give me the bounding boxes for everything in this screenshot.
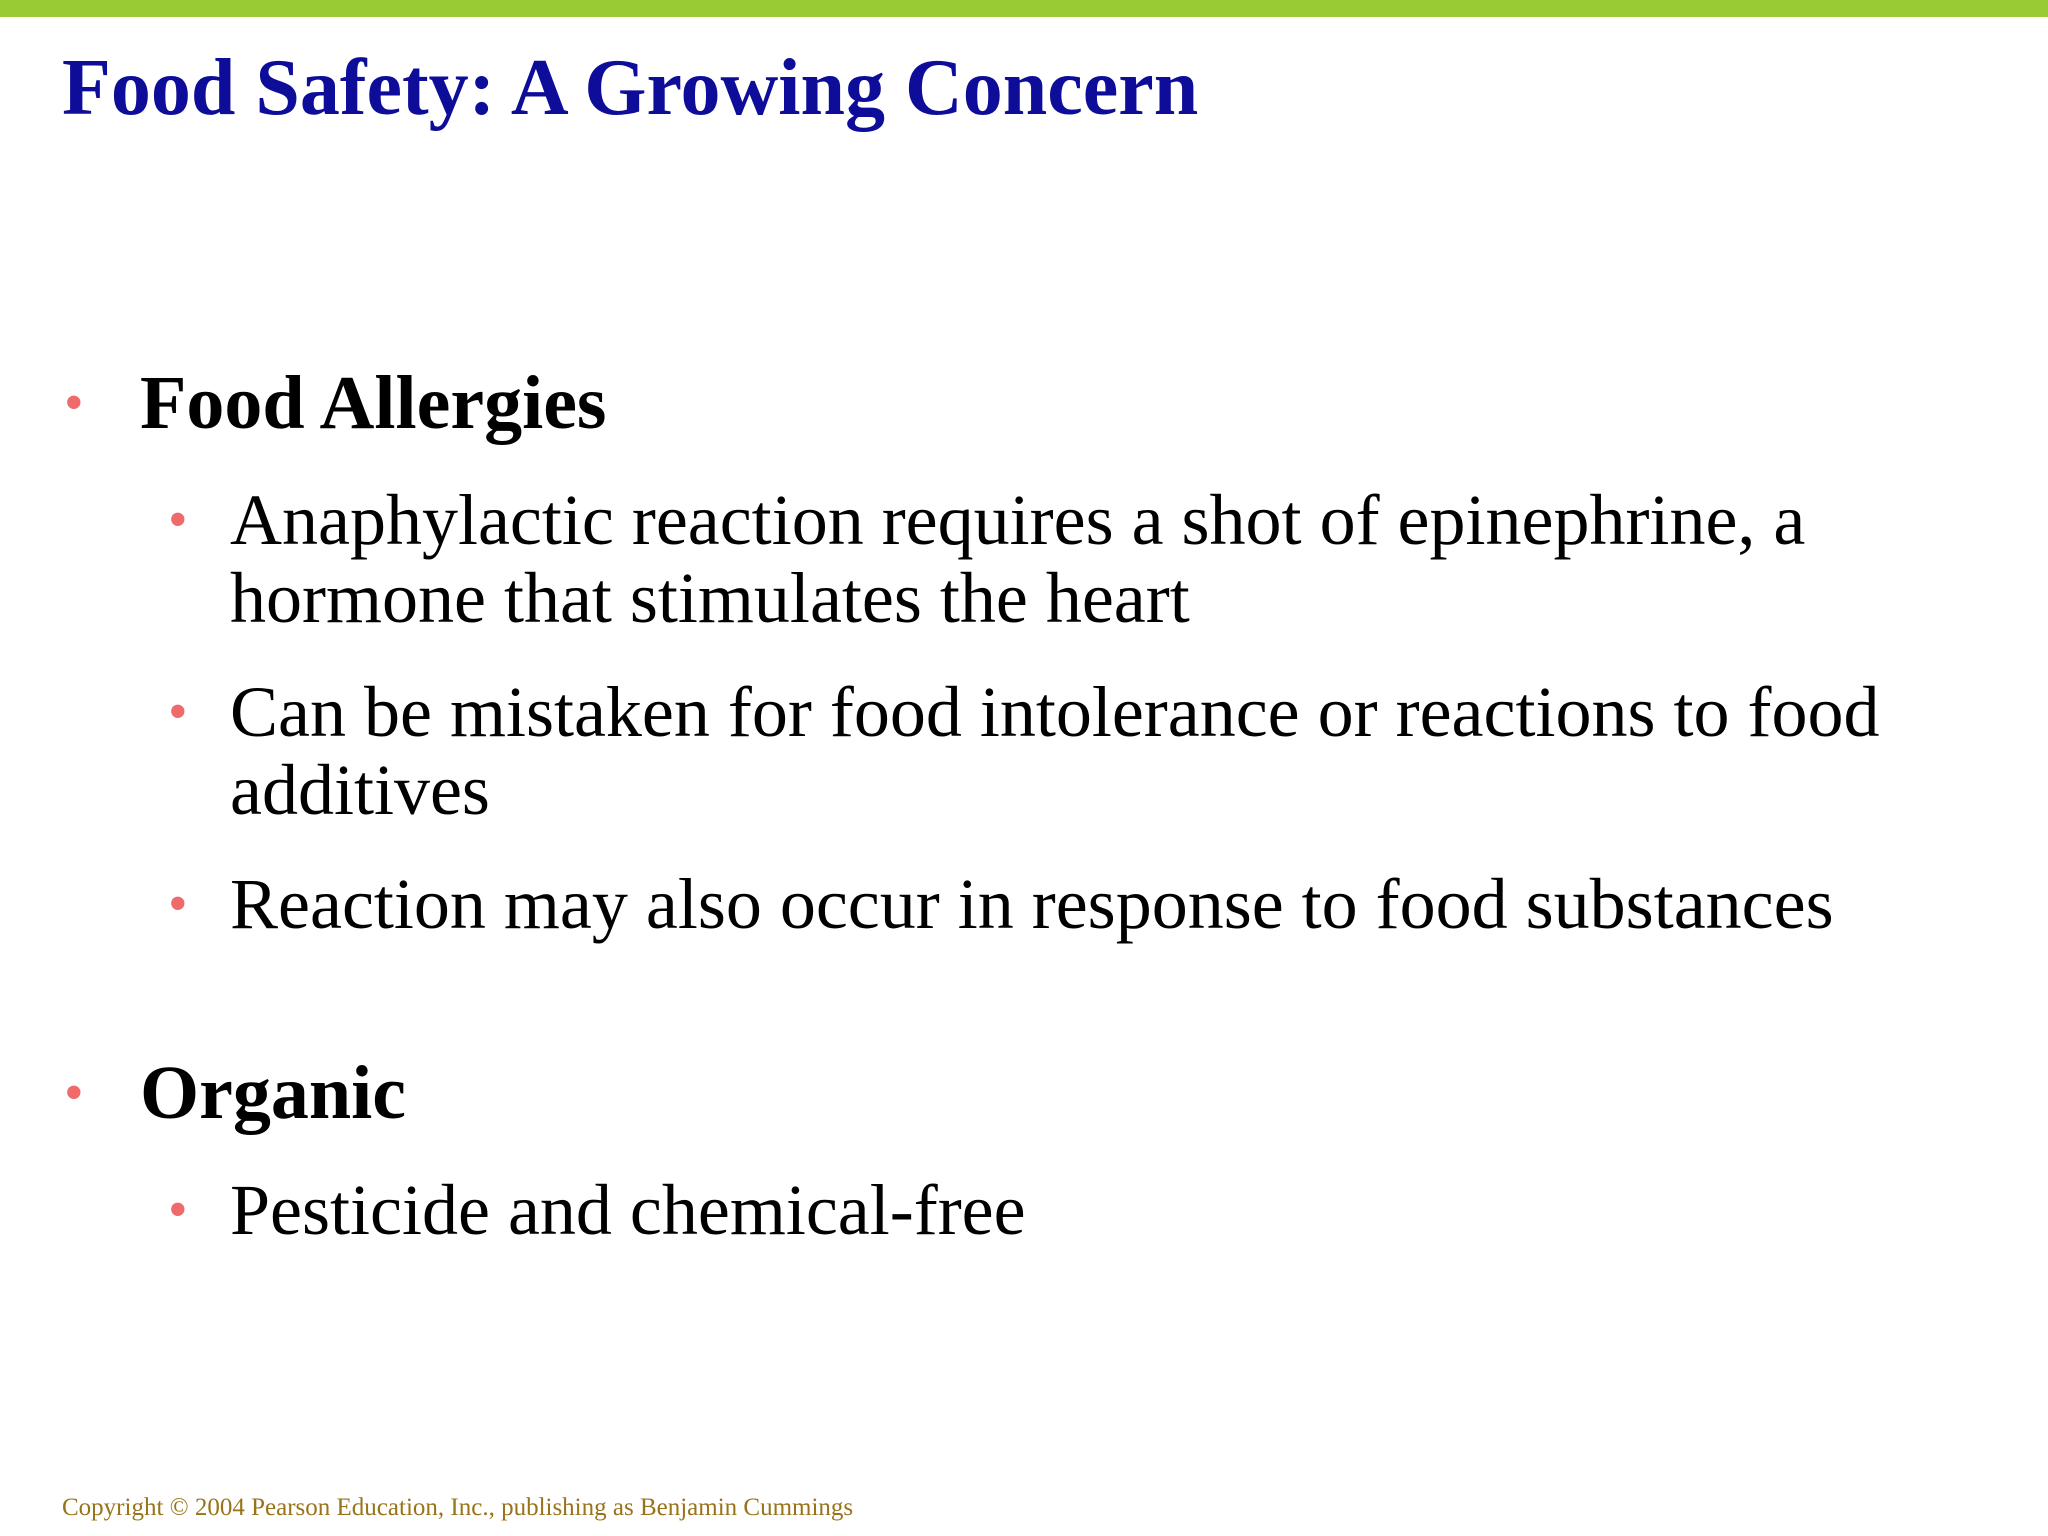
sub-bullet-anaphylactic (168, 480, 2010, 638)
top-accent-bar (0, 0, 2048, 17)
sub-bullet-text: Can be mistaken for food intolerance or reactions to food additives (230, 672, 1880, 830)
bullet-dot-icon: • (168, 873, 188, 935)
slide-title: Food Safety: A Growing Concern (62, 44, 1199, 132)
bullet-heading-text: Food Allergies (140, 361, 607, 445)
sub-bullet-reaction (168, 864, 2010, 944)
bullet-dot-icon: • (168, 489, 188, 551)
bullet-heading-organic (64, 1051, 406, 1135)
sub-bullet-pesticide (168, 1170, 2010, 1250)
bullet-heading-text: Organic (140, 1051, 406, 1135)
bullet-dot-icon: • (168, 681, 188, 743)
bullet-dot-icon: • (64, 1062, 84, 1124)
copyright-notice: Copyright © 2004 Pearson Education, Inc., publishing as Benjamin Cummings (62, 1494, 854, 1521)
bullet-dot-icon: • (168, 1179, 188, 1241)
sub-bullet-text: Anaphylactic reaction requires a shot of epinephrine, a hormone that stimulates the heart (230, 480, 1806, 638)
sub-bullet-text: Reaction may also occur in response to food substances (230, 864, 1834, 944)
bullet-dot-icon: • (64, 372, 84, 434)
bullet-heading-food-allergies (64, 361, 607, 445)
sub-bullet-mistaken (168, 672, 2010, 830)
sub-bullet-text: Pesticide and chemical-free (230, 1170, 1026, 1250)
